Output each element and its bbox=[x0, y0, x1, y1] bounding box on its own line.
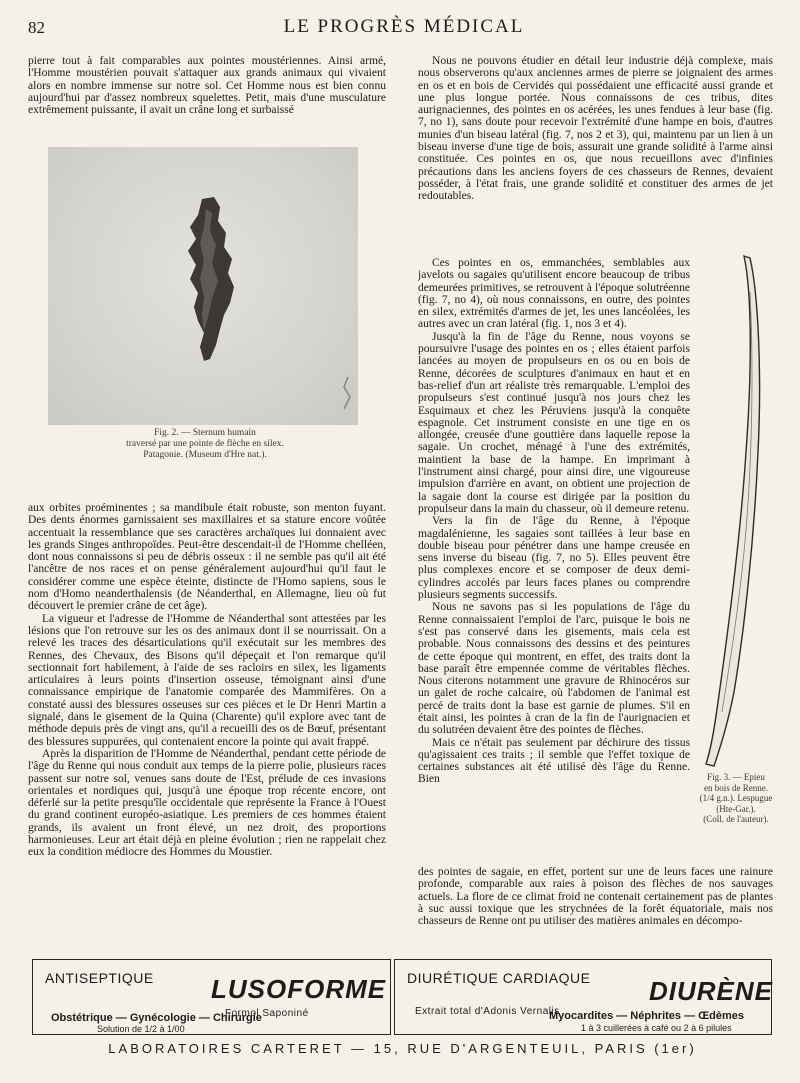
paragraph: Ces pointes en os, emmanchées, semblables aux javelots ou sagaies qu'utilisent encore beaucoup de tribus demeurées primitives, se retrouvent à l'époque solutréenne (fig. 7, no 4), où nous connaissons, en outre, des pointes en silex, extrémités d'armes de jet, les unes lancéolées, les autres avec un cran latéral (fig. 1, nos 3 et 4). bbox=[418, 257, 690, 331]
paragraph: pierre tout à fait comparables aux pointes moustériennes. Ainsi armé, l'Homme moustérien pouvait s'attaquer aux grands animaux qui vivaient alors en nombre immense sur notre sol. Cet Homme nous est bien connu aujourd'hui par d'assez nombreux squelettes. Petit, mais d'une musculature extrêmement puissante, il avait un crâne long et surbaissé bbox=[28, 55, 386, 117]
figure-2-photograph bbox=[48, 147, 358, 425]
right-column-top-text bbox=[418, 55, 773, 255]
ad-indications: Obstétrique — Gynécologie — Chirurgie bbox=[51, 1012, 262, 1024]
caption-line: traversé par une pointe de flèche en silex. bbox=[126, 439, 284, 449]
ad-category: ANTISEPTIQUE bbox=[45, 970, 154, 986]
ad-category: DIURÉTIQUE CARDIAQUE bbox=[407, 970, 591, 986]
ad-subtitle: Extrait total d'Adonis Vernalis bbox=[415, 1006, 560, 1017]
ad-brand-name: DIURÈNE bbox=[649, 976, 774, 1006]
diurene-advertisement bbox=[394, 959, 772, 1035]
caption-line: Fig. 3. — Epieu bbox=[707, 772, 765, 782]
laboratory-address: LABORATOIRES CARTERET — 15, RUE D'ARGENTEUIL, PARIS (1er) bbox=[108, 1041, 697, 1056]
left-column-bottom-text bbox=[28, 502, 386, 938]
figure-3-spear-drawing bbox=[694, 252, 774, 772]
paragraph: Mais ce n'était pas seulement par déchirure des tissus qu'agissaient ces traits ; il semble que l'effet toxique de certaines substances ait été utilisé dès l'âge du Renne. Bien bbox=[418, 736, 690, 786]
figure-3-caption bbox=[690, 772, 782, 825]
ad-brand-name: LUSOFORME bbox=[211, 974, 387, 1004]
figure-2-caption bbox=[70, 428, 340, 461]
paragraph: aux orbites proéminentes ; sa mandibule était robuste, son menton fuyant. Des dents énormes garnissaient ses maxillaires et sa stature encore voûtée accentuait la ressemblance que ses caractères archaïques lui donnaient avec les grands Singes anthropoïdes. Peut-être descendait-il de l'Homme chelléen, dont nous connaissons si peu de débris osseux : il ne semble pas qu'il ait été l'ancêtre de nos races et on pense généralement aujourd'hui qu'il faut le considérer comme une espèce éteinte, distincte de l'Homo sapiens, sous le nom d'Homo neanderthalensis (de Néanderthal, en Allemagne, lieu où fut découvert le premier crâne de cet âge). bbox=[28, 502, 386, 613]
ad-indications: Myocardites — Néphrites — Œdèmes bbox=[549, 1010, 745, 1022]
caption-line: en bois de Renne. bbox=[704, 782, 768, 793]
ad-dosage: 1 à 3 cuillerées à café ou 2 à 6 pilules bbox=[581, 1023, 732, 1033]
sternum-image bbox=[48, 147, 358, 425]
caption-line: Patagonie. (Museum d'Hre nat.). bbox=[143, 450, 267, 460]
ad-dosage: Solution de 1/2 à 1/00 bbox=[97, 1024, 185, 1034]
right-column-bottom-text bbox=[418, 866, 773, 938]
left-column-top-text bbox=[28, 55, 386, 135]
ad-subtitle: Formol Saponiné bbox=[225, 1008, 309, 1019]
running-title: LE PROGRÈS MÉDICAL bbox=[283, 16, 525, 37]
paragraph: Nous ne savons pas si les populations de l'âge du Renne connaissaient l'emploi de l'arc, puisque le bois ne s'est pas conservé dans les gisements, mais cela est probable. Nous connaissons des dessins et des peintures de cette époque qui montrent, en effet, des traits dont la base paraît être empennée comme de véritables flèches. Nous citerons notamment une gravure de Rhinocéros sur un galet de roche calcaire, où l'abdomen de l'animal est percé de traits dont la base est garnie de plumes. S'il en était ainsi, les pointes à cran de la fin de l'aurignacien et du solutréen devaient être des pointes de flèches. bbox=[418, 601, 690, 737]
paragraph: des pointes de sagaie, en effet, portent sur une de leurs faces une rainure profonde, comparable aux raies à poison des flèches de nos sauvages actuels. La flore de ce climat froid ne contenait certainement pas de plantes à suc aussi toxique que les strychnées de la forêt équatoriale, mais nos chasseurs de Renne ont pu utiliser des matières animales en décompo- bbox=[418, 866, 773, 928]
paragraph: La vigueur et l'adresse de l'Homme de Néanderthal sont attestées par les lésions que l'on retrouve sur les os des animaux dont il se nourrissait. On a relevé les traces des désarticulations qu'il exécutait sur les membres des Rennes, des Chevaux, des Bisons qu'il dépeçait et l'on remarque qu'il sectionnait fort habilement, à l'aide de ses racloirs en silex, les ligaments articulaires à leurs points d'insertion osseuse, témoignant ainsi d'une connaissance empirique de l'anatomie comparée des Mammifères. On a constaté aussi des blessures osseuses sur ces pièces et le Dr Henri Martin a signalé, dans le gisement de la Quina (Charente) qu'il explore avec tant de méthode depuis près de vingt ans, qu'il a recueilli des os de Bœuf, présentant des blessures suppurées, qui contenaient encore la pointe qui avait frappé. bbox=[28, 612, 386, 748]
page-header bbox=[28, 14, 780, 44]
paragraph: Jusqu'à la fin de l'âge du Renne, nous voyons se poursuivre l'usage des pointes en os ; elles étaient parfois lancées au moyen de propulseurs en os ou en bois de Renne, décorées de sculptures d'animaux en haut et en bas-relief d'un art réaliste très remarquable. L'emploi des propulseurs s'est continué jusqu'à nos jours chez les Esquimaux et chez les Péruviens jusqu'à la conquête espagnole. Cet instrument consiste en une tige en os allongée, creusée d'une gouttière dans laquelle repose la sagaie. Un crochet, ménagé à l'une des extrémités, maintient la base de la hampe. En imprimant à l'instrument ainsi chargé, pour ainsi dire, une vigoureuse impulsion d'arrière en avant, on obtient une projection de la sagaie dont la course est dirigée par la position du propulseur dans la main du chasseur, où il demeure retenu. bbox=[418, 330, 690, 515]
paragraph: Nous ne pouvons étudier en détail leur industrie déjà complexe, mais nous observerons qu'aux anciennes armes de pierre se joignaient des armes en os et en bois de Cervidés qui possédaient une efficacité aussi grande et une plus longue portée. Nous connaissons de ces tribus, dites aurignaciennes, des pointes en os acérées, les unes fendues à leur base (fig. 7, no 1), sans doute pour recevoir l'extrémité d'une hampe en bois, d'autres munies d'un biseau latéral (fig. 7, nos 2 et 3), qui, maintenu par un lien à un biseau inverse d'une tige de bois, assurait une grande solidité à l'arme ainsi constituée. Ces pointes en os, que nous recueillons avec d'infinies précautions dans les anciens foyers de ces chasseurs de Rennes, devaient posséder, à l'état frais, une grande solidité et constituer des armes de jet redoutables. bbox=[418, 55, 773, 203]
caption-line: Fig. 2. — Sternum humain bbox=[154, 428, 256, 438]
caption-line: (1/4 g.n.). Lespugue (Hte-Gar.). bbox=[699, 793, 773, 814]
page-number: 82 bbox=[28, 18, 45, 37]
advertisement-band bbox=[30, 953, 775, 1075]
lusoforme-advertisement bbox=[32, 959, 391, 1035]
caption-line: (Coll. de l'auteur). bbox=[703, 814, 769, 824]
paragraph: Vers la fin de l'âge du Renne, à l'époque magdalénienne, les sagaies sont taillées à leur base en double biseau pour pénétrer dans une hampe creusée en sens inverse du biseau (fig. 7, no 5). Elles peuvent être plus complexes encore et se composer de deux demi-cylindres accolés par leurs faces planes ou comprendre plusieurs segments successifs. bbox=[418, 515, 690, 602]
paragraph: Après la disparition de l'Homme de Néanderthal, pendant cette période de l'âge du Renne qui nous conduit aux temps de la pierre polie, plusieurs races passent sur notre sol, venues sans doute de l'Est, prélude de ces invasions orientales et nordiques qui, jusqu'à une époque trop récente encore, ont déferlé sur la petite presqu'île occidentale que représente la France à l'Ouest du grand continent européo-asiatique. Les premiers de ces hommes étaient grands, ils avaient un front élevé, un nez droit, des proportions harmonieuses. Leur art était déjà en pleine évolution ; rien ne rappelait chez eux la condition médiocre des Hommes du Moustier. bbox=[28, 747, 386, 859]
right-column-middle-text bbox=[418, 257, 690, 865]
